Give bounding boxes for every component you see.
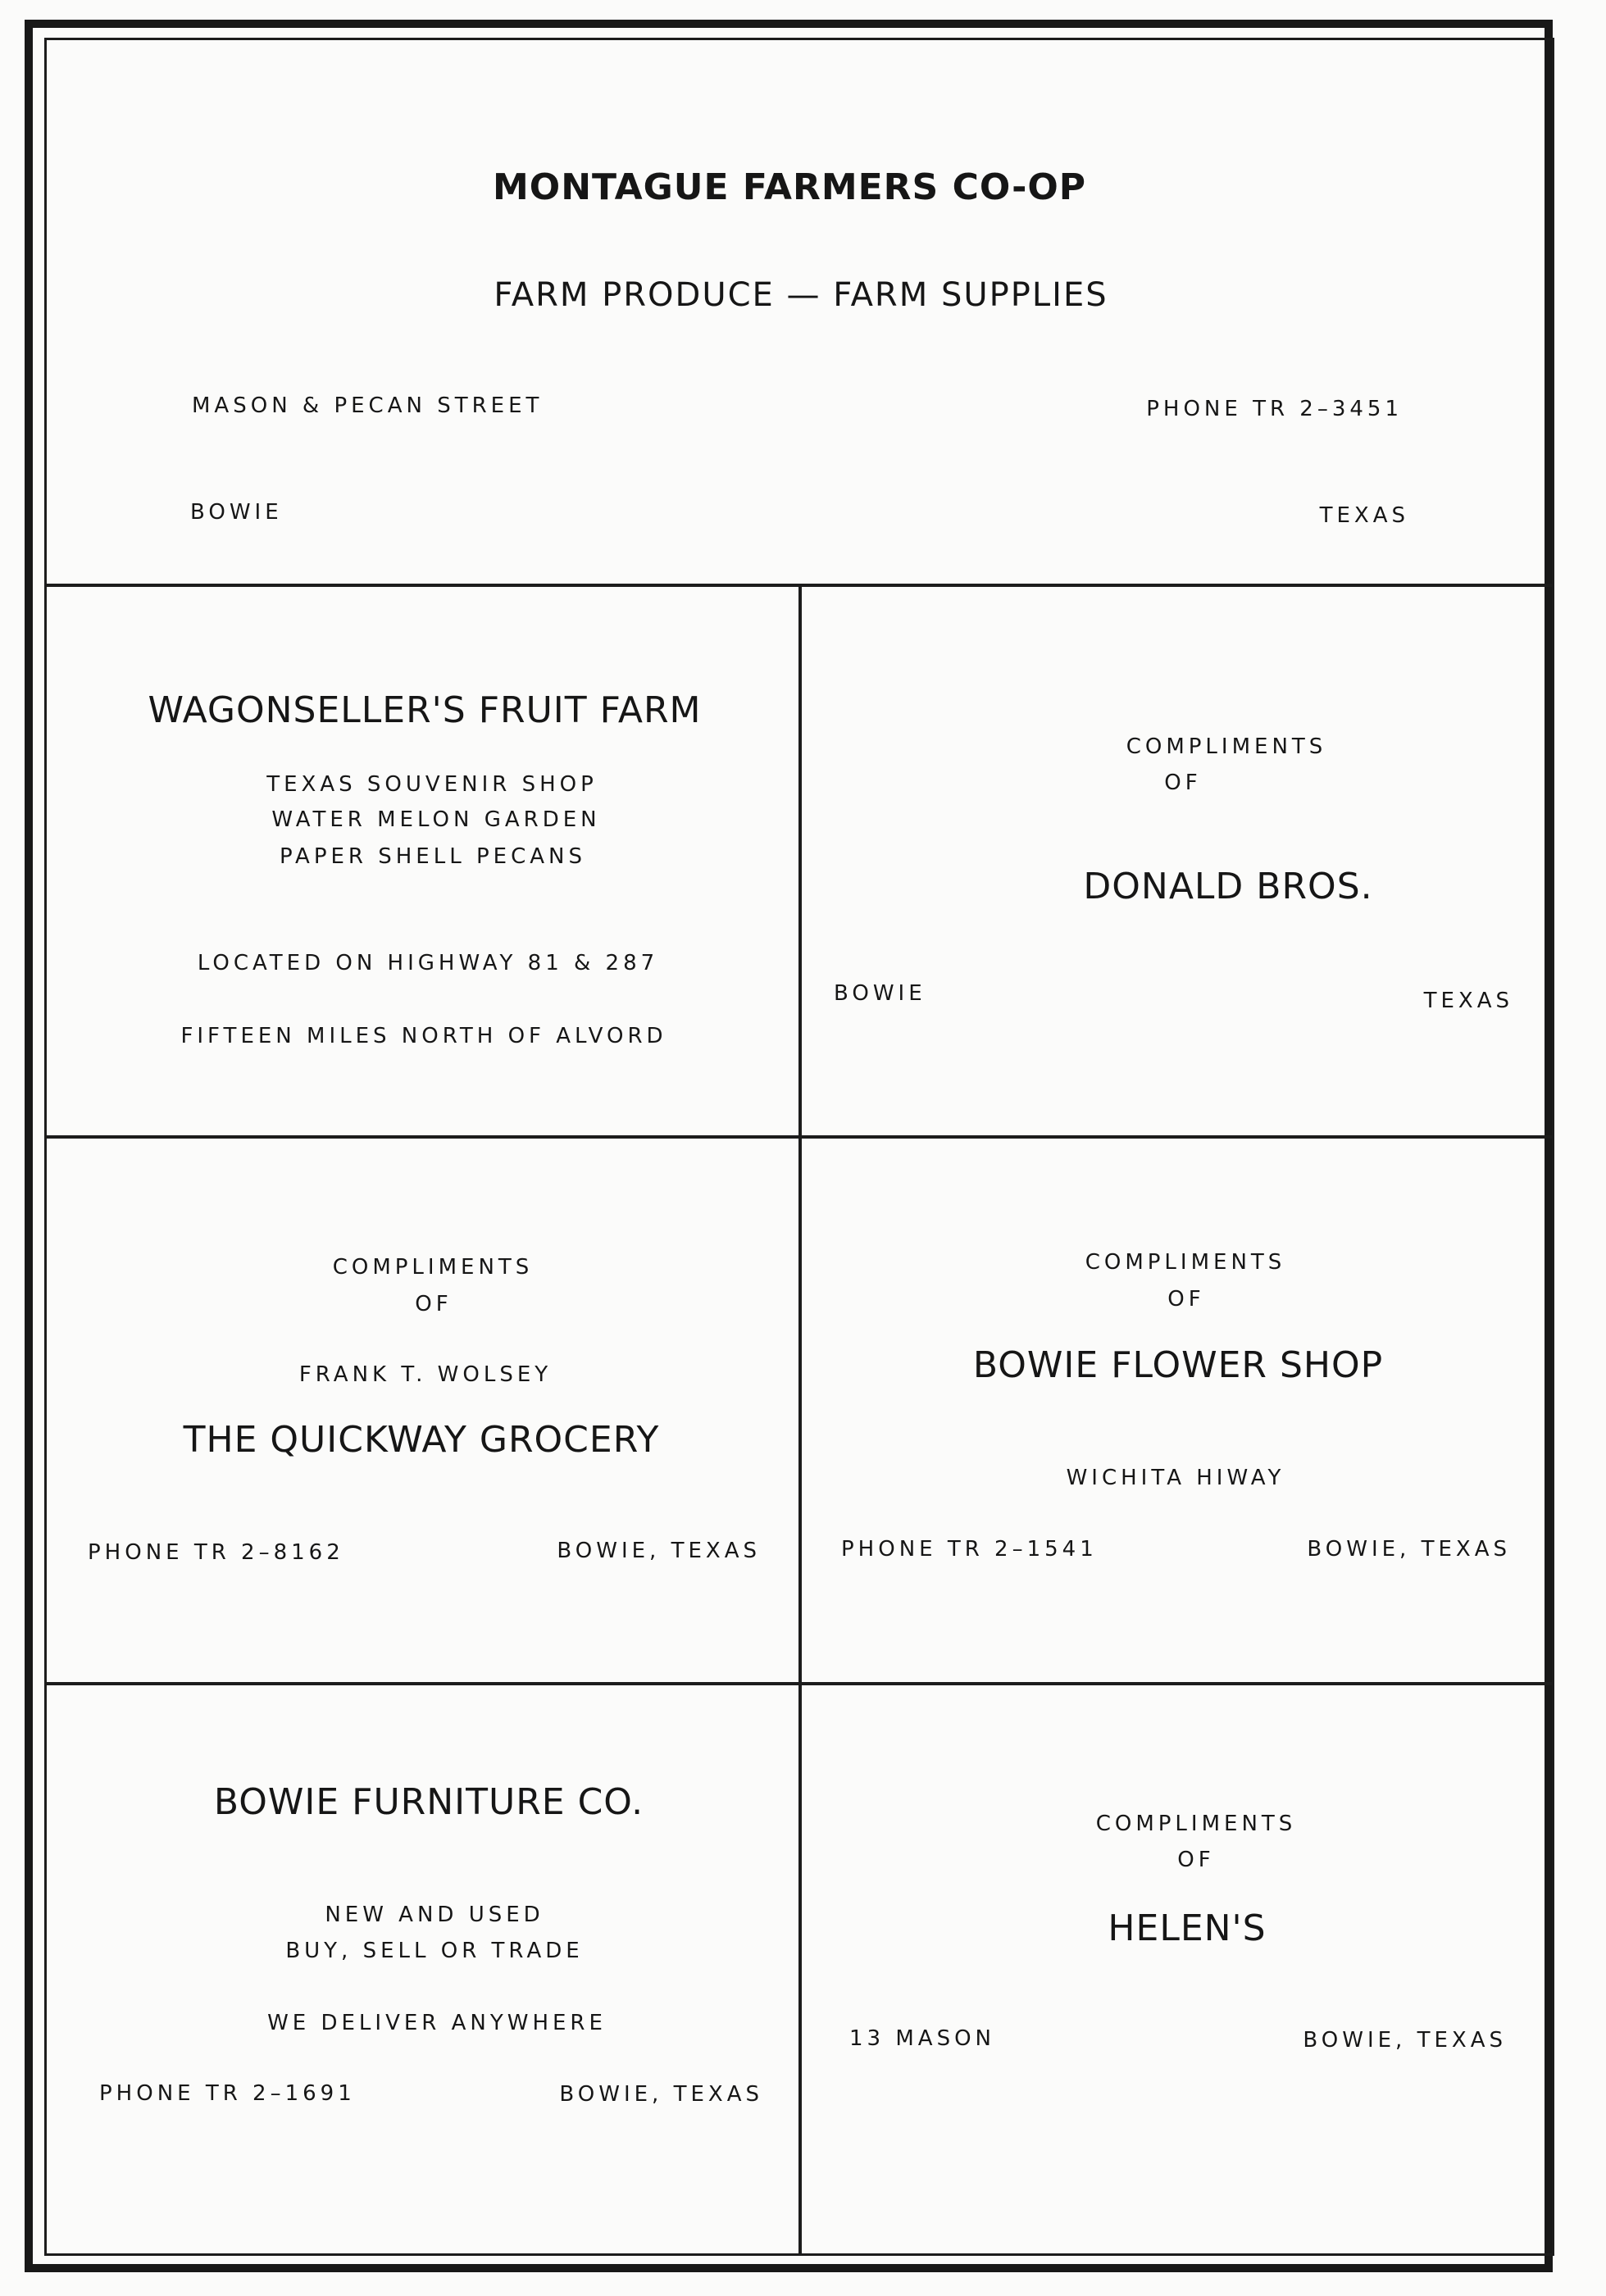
ad-line: TEXAS SOUVENIR SHOP bbox=[266, 772, 598, 797]
ad-line: BUY, SELL OR TRADE bbox=[285, 1939, 584, 1963]
ad-address: 13 MASON bbox=[849, 2026, 995, 2051]
ad-address: WICHITA HIWAY bbox=[1066, 1466, 1285, 1490]
ad-location: LOCATED ON HIGHWAY 81 & 287 bbox=[197, 951, 659, 975]
ad-tagline: FARM PRODUCE — FARM SUPPLIES bbox=[494, 276, 1108, 314]
ad-title: MONTAGUE FARMERS CO-OP bbox=[493, 166, 1086, 208]
ad-owner: FRANK T. WOLSEY bbox=[298, 1362, 553, 1387]
ad-title: BOWIE FLOWER SHOP bbox=[972, 1344, 1384, 1386]
ad-of: OF bbox=[1164, 771, 1202, 795]
ad-line: WE DELIVER ANYWHERE bbox=[267, 2011, 607, 2035]
ad-line: PAPER SHELL PECANS bbox=[280, 844, 586, 869]
ad-phone: PHONE TR 2–1541 bbox=[841, 1537, 1098, 1562]
ad-compliments: COMPLIMENTS bbox=[1085, 1250, 1286, 1275]
ad-city: BOWIE, TEXAS bbox=[559, 2082, 763, 2107]
ad-phone: PHONE TR 2–8162 bbox=[88, 1540, 344, 1565]
ad-title: HELEN'S bbox=[1108, 1907, 1267, 1949]
ad-city: BOWIE bbox=[834, 981, 926, 1006]
ad-city: BOWIE, TEXAS bbox=[557, 1539, 761, 1563]
ad-of: OF bbox=[1177, 1848, 1215, 1872]
ad-city: BOWIE, TEXAS bbox=[1307, 1537, 1511, 1562]
ad-compliments: COMPLIMENTS bbox=[1095, 1812, 1297, 1836]
ad-title: DONALD BROS. bbox=[1083, 866, 1373, 907]
ad-city: BOWIE bbox=[190, 500, 283, 525]
ad-line: WATER MELON GARDEN bbox=[271, 807, 601, 832]
ad-phone: PHONE TR 2–3451 bbox=[1146, 397, 1403, 421]
ad-of: OF bbox=[415, 1292, 453, 1316]
ad-directions: FIFTEEN MILES NORTH OF ALVORD bbox=[180, 1024, 667, 1048]
ad-state: TEXAS bbox=[1423, 989, 1513, 1013]
ad-line: NEW AND USED bbox=[325, 1903, 544, 1927]
ad-compliments: COMPLIMENTS bbox=[1126, 734, 1327, 759]
ad-of: OF bbox=[1167, 1287, 1205, 1312]
ad-title: BOWIE FURNITURE CO. bbox=[213, 1781, 644, 1823]
ad-city: BOWIE, TEXAS bbox=[1303, 2028, 1507, 2053]
ad-state: TEXAS bbox=[1319, 503, 1409, 528]
ad-title: THE QUICKWAY GROCERY bbox=[183, 1419, 660, 1461]
ad-address: MASON & PECAN STREET bbox=[192, 393, 544, 418]
divider-vertical bbox=[798, 585, 802, 2254]
ad-phone: PHONE TR 2–1691 bbox=[99, 2081, 356, 2106]
ad-compliments: COMPLIMENTS bbox=[332, 1255, 534, 1280]
ad-title: WAGONSELLER'S FRUIT FARM bbox=[148, 689, 702, 731]
